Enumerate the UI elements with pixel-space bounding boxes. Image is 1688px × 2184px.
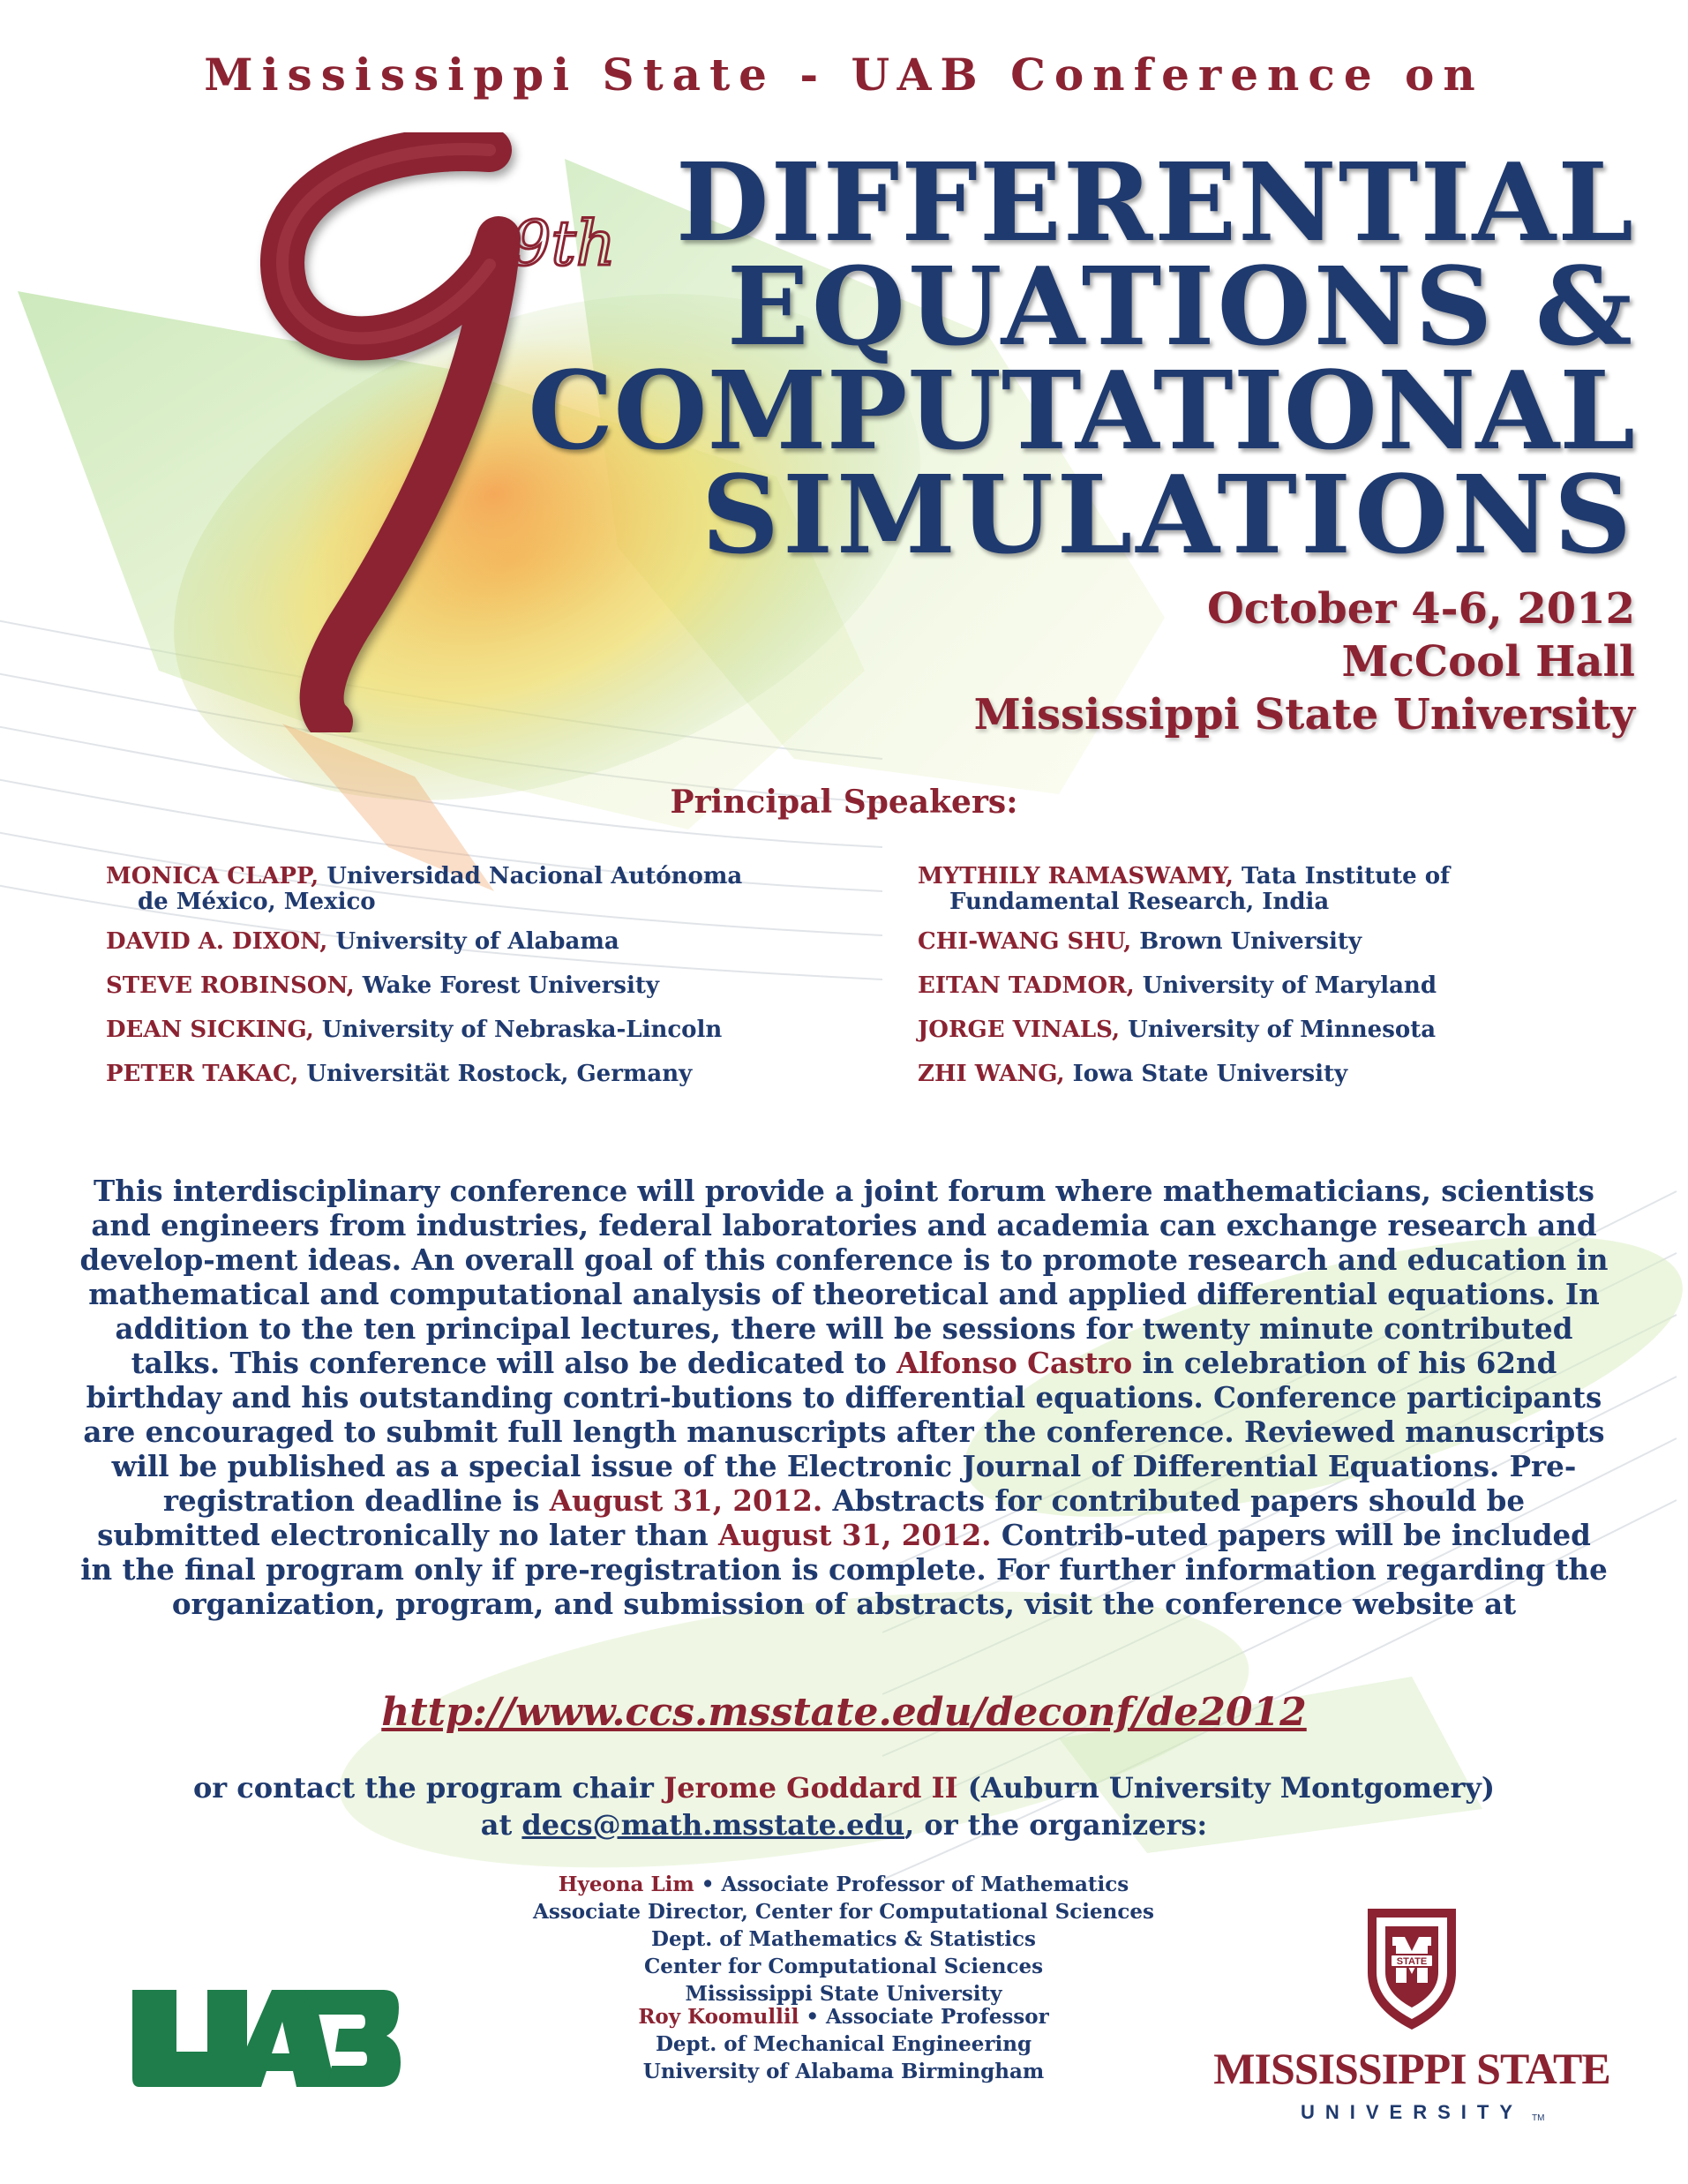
speaker-affiliation: Tata Institute of xyxy=(1241,863,1451,889)
conference-website-link[interactable]: http://www.ccs.msstate.edu/deconf/de2012 xyxy=(381,1690,1307,1735)
principal-speakers-heading: Principal Speakers: xyxy=(670,784,1018,821)
program-chair-name: Jerome Goddard II xyxy=(664,1771,958,1805)
contact-suffix: , or the organizers: xyxy=(904,1808,1208,1842)
organizer-line: Dept. of Mathematics & Statistics xyxy=(651,1927,1036,1951)
speaker-name: MYTHILY RAMASWAMY, xyxy=(918,863,1234,889)
preregistration-deadline: August 31, 2012. xyxy=(549,1483,823,1518)
speaker-name: JORGE VINALS, xyxy=(918,1017,1121,1043)
speaker-affiliation: University of Alabama xyxy=(335,928,619,955)
speaker-entry xyxy=(106,863,865,914)
ninth-suffix: 9th xyxy=(512,207,616,280)
speaker-affiliation-cont: de México, Mexico xyxy=(138,889,376,915)
abstract-deadline: August 31, 2012. xyxy=(718,1518,992,1552)
speaker-name: DEAN SICKING, xyxy=(106,1017,314,1043)
speaker-affiliation: Wake Forest University xyxy=(362,972,659,999)
contact-line-1 xyxy=(0,1769,1688,1806)
organizer-header xyxy=(491,2003,1197,2030)
speaker-entry xyxy=(918,1052,1641,1096)
organizer-name: Hyeona Lim xyxy=(558,1873,694,1896)
organizer-header xyxy=(491,1871,1197,1898)
speaker-entry xyxy=(106,1008,865,1052)
speaker-affiliation-cont: Fundamental Research, India xyxy=(949,889,1330,915)
title-line-4: SIMULATIONS xyxy=(701,451,1635,578)
speaker-name: EITAN TADMOR, xyxy=(918,972,1135,999)
contact-email-link[interactable]: decs@math.msstate.edu xyxy=(521,1808,905,1842)
msu-shield-icon xyxy=(1359,1902,1465,2034)
speaker-affiliation: Iowa State University xyxy=(1072,1061,1348,1087)
speaker-entry xyxy=(106,964,865,1008)
organizer-block xyxy=(491,2003,1197,2085)
mississippi-state-logo xyxy=(1200,1902,1624,2166)
event-details xyxy=(974,582,1635,741)
speaker-name: MONICA CLAPP, xyxy=(106,863,319,889)
uab-logo-text: UAB xyxy=(124,1981,126,1982)
organizer-title: • Associate Professor of Mathematics xyxy=(701,1873,1129,1896)
speaker-affiliation: Universität Rostock, Germany xyxy=(306,1061,693,1087)
description-part-4: Contrib-uted papers will be included in the final program only if pre-registration is complete. For further information regarding the organization, program, and submission of abstracts, visit the conference website at xyxy=(80,1518,1608,1621)
contact-at: at xyxy=(480,1808,513,1842)
speaker-entry xyxy=(918,964,1641,1008)
uab-logo xyxy=(124,1981,406,2096)
contact-line-2 xyxy=(0,1806,1688,1843)
description-part-2: in celebration of his 62nd birthday and his outstanding contri-butions to differential equations. Conference participants are encouraged to submit full length manuscripts after the conference. Reviewed manuscripts will be published as a special issue of the Electronic Journal of Differential Equations. Pre-registration deadline is xyxy=(83,1346,1605,1518)
organizer-name: Roy Koomullil xyxy=(638,2005,799,2029)
speaker-entry xyxy=(106,1052,865,1096)
msu-shield-text: STATE xyxy=(1396,1956,1428,1967)
description-part-3: Abstracts for contributed papers should be submitted electronically no later than xyxy=(97,1483,1526,1552)
speaker-name: PETER TAKAC, xyxy=(106,1061,299,1087)
organizer-title: • Associate Professor xyxy=(806,2005,1049,2029)
honoree-name: Alfonso Castro xyxy=(897,1346,1133,1380)
conference-description xyxy=(79,1174,1609,1621)
msu-wordmark: MISSISSIPPI STATE xyxy=(1213,2044,1610,2093)
title-line-3: COMPUTATIONAL xyxy=(528,347,1635,474)
event-date: October 4-6, 2012 xyxy=(1206,584,1635,634)
organizer-block xyxy=(491,1871,1197,2008)
organizer-line: University of Alabama Birmingham xyxy=(642,2060,1045,2083)
speaker-entry xyxy=(918,1008,1641,1052)
speaker-name: ZHI WANG, xyxy=(918,1061,1065,1087)
conference-name-line: Mississippi State - UAB Conference on xyxy=(204,49,1484,101)
msu-trademark: TM xyxy=(1532,2113,1545,2123)
contact-prefix: or contact the program chair xyxy=(192,1771,654,1805)
speaker-entry xyxy=(918,919,1641,964)
speaker-entry xyxy=(106,919,865,964)
speaker-name: STEVE ROBINSON, xyxy=(106,972,355,999)
organizer-line: Mississippi State University xyxy=(685,1982,1002,2006)
speaker-entry xyxy=(918,863,1641,914)
speaker-affiliation: University of Maryland xyxy=(1142,972,1437,999)
speaker-name: CHI-WANG SHU, xyxy=(918,928,1132,955)
organizer-line: Center for Computational Sciences xyxy=(643,1955,1044,1978)
speaker-affiliation: Universidad Nacional Autónoma xyxy=(326,863,743,889)
title-line-1: DIFFERENTIAL xyxy=(675,139,1635,266)
speaker-affiliation: University of Minnesota xyxy=(1128,1017,1437,1043)
conference-title xyxy=(528,139,1635,578)
speakers-column-right xyxy=(918,856,1641,1096)
speaker-affiliation: Brown University xyxy=(1139,928,1362,955)
event-institution: Mississippi State University xyxy=(973,690,1635,739)
speaker-affiliation: University of Nebraska-Lincoln xyxy=(321,1017,723,1043)
organizer-line: Associate Director, Center for Computational Sciences xyxy=(533,1900,1154,1924)
event-venue: McCool Hall xyxy=(1341,637,1635,687)
contact-info xyxy=(0,1769,1688,1843)
speakers-column-left xyxy=(106,856,865,1096)
msu-university-label: UNIVERSITY xyxy=(1300,2101,1524,2123)
speaker-name: DAVID A. DIXON, xyxy=(106,928,328,955)
organizer-line: Dept. of Mechanical Engineering xyxy=(655,2032,1032,2056)
description-part-1: This interdisciplinary conference will provide a joint forum where mathematicians, scientists and engineers from industries, federal laboratories and academia can exchange research and develop-ment ideas. An overall goal of this conference is to promote research and education in mathematical and computational analysis of theoretical and applied differential equations. In addition to the ten principal lectures, there will be sessions for twenty minute contributed talks. This conference will also be dedicated to xyxy=(79,1174,1609,1380)
title-line-2: EQUATIONS & xyxy=(726,243,1635,370)
program-chair-affiliation: (Auburn University Montgomery) xyxy=(967,1771,1496,1805)
